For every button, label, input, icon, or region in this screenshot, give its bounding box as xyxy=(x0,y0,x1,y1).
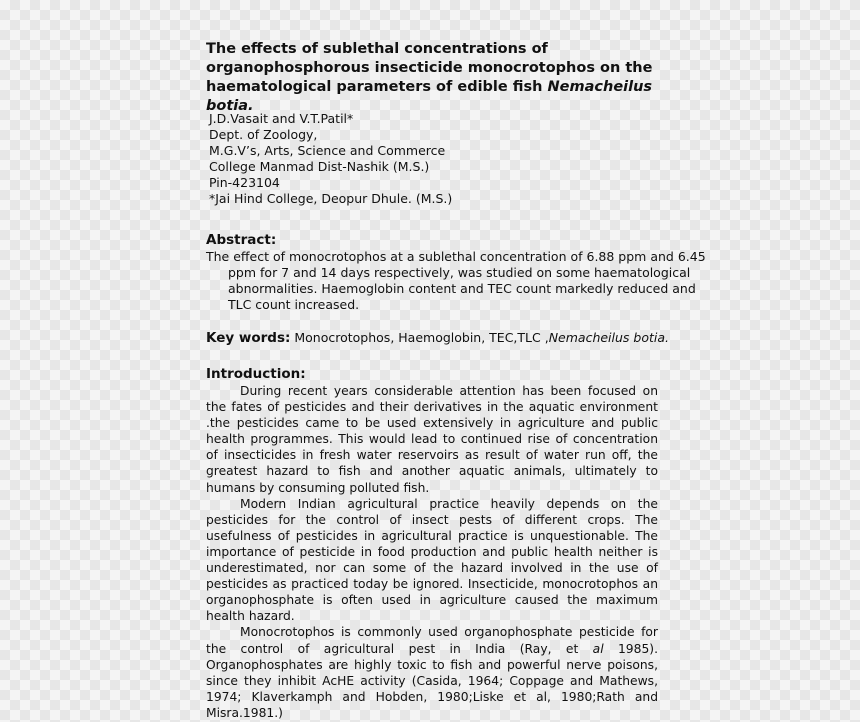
keywords-label: Key words: xyxy=(206,330,291,346)
affiliation-location: College Manmad Dist-Nashik (M.S.) xyxy=(209,159,430,174)
introduction-body xyxy=(206,383,658,721)
title-species: Nemacheilus botia. xyxy=(206,79,653,114)
abstract-line: TLC count increased. xyxy=(228,297,360,312)
author-names: J.D.Vasait and V.T.Patil* xyxy=(209,111,354,126)
intro-paragraph: Modern Indian agricultural practice heavily depends on the pesticides for the control of insect pests of different crops. The usefulness of pesticides in agricultural practice is unquestionable. The importance of pesticide in food production and public health neither is underestimated, nor can some of the hazard involved in the use of pesticides as practiced today be ignored. Insecticide, monocrotophos an organophosphate is often used in agriculture caused the maximum health hazard. xyxy=(206,496,658,624)
abstract-body xyxy=(206,249,706,313)
introduction-heading: Introduction: xyxy=(206,366,306,382)
abstract-line: The effect of monocrotophos at a sublethal concentration of 6.88 ppm and 6.45 xyxy=(206,249,706,264)
affiliation-second: *Jai Hind College, Deopur Dhule. (M.S.) xyxy=(209,191,453,206)
paper-title xyxy=(206,40,686,116)
affiliation-college: M.G.V’s, Arts, Science and Commerce xyxy=(209,143,446,158)
intro-p3-italic: al xyxy=(592,641,604,656)
keywords-text: Monocrotophos, Haemoglobin, TEC,TLC , xyxy=(290,330,549,345)
intro-p3-text: 1985). Organophosphates are highly toxic to fish and powerful nerve poisons, since they inhibit AcHE activity (Casida, 1964; Coppage and Mathews, 1974; Klaverkamph and Hobden, 1980;Liske et al, 1980;Rath and Misra.1981.) xyxy=(206,641,658,720)
intro-paragraph: During recent years considerable attention has been focused on the fates of pesticides and their derivatives in the aquatic environment .the pesticides came to be used extensively in agriculture and public health programmes. This would lead to continued rise of concentration of insecticides in fresh water reservoirs as result of water run off, the greatest hazard to fish and another aquatic animals, ultimately to humans by consuming polluted fish. xyxy=(206,384,658,495)
keywords xyxy=(206,330,669,346)
affiliation-pin: Pin-423104 xyxy=(209,175,280,190)
title-text: The effects of sublethal concentrations of organophosphorous insecticide monocrotophos on the haematological parameters of edible fish xyxy=(206,41,653,95)
abstract-line: ppm for 7 and 14 days respectively, was studied on some haematological xyxy=(228,265,691,280)
intro-p3-text: Monocrotophos is commonly used organophosphate pesticide for the control of agricultural pest in India (Ray, et xyxy=(206,625,658,656)
abstract-line: abnormalities. Haemoglobin content and TEC count markedly reduced and xyxy=(228,281,696,296)
intro-paragraph xyxy=(206,624,658,721)
affiliation-dept: Dept. of Zoology, xyxy=(209,127,318,142)
author-affiliations xyxy=(209,111,452,207)
abstract-heading: Abstract: xyxy=(206,232,277,248)
keywords-species: Nemacheilus botia. xyxy=(548,330,669,345)
